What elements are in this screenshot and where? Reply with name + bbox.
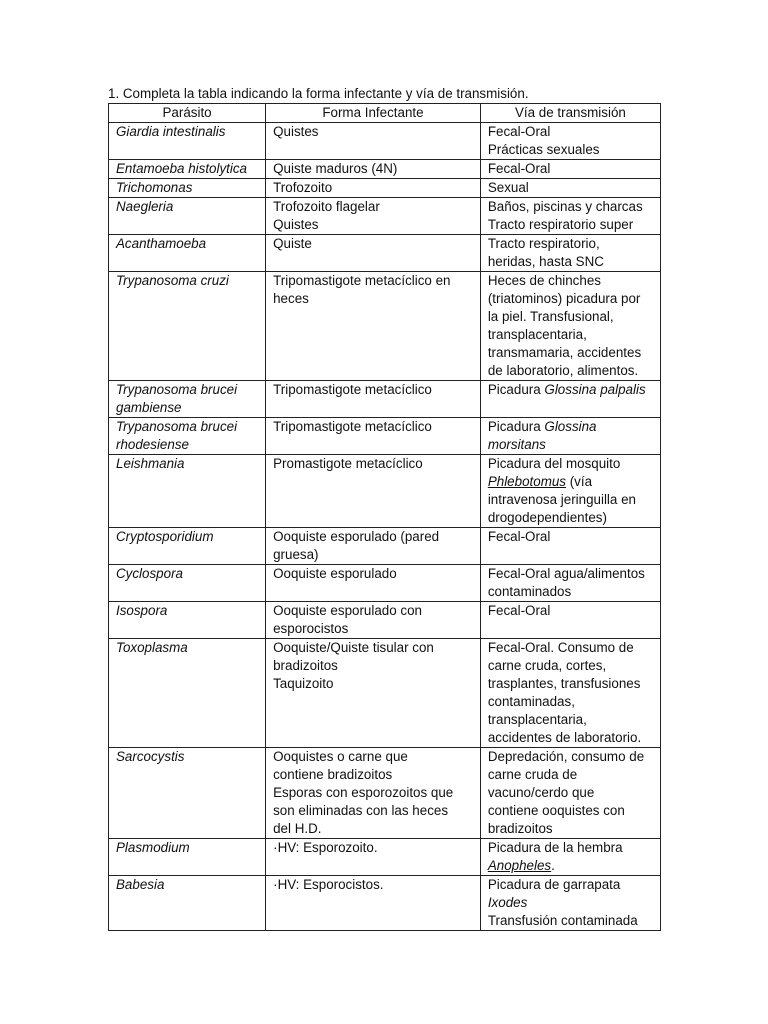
infective-form-cell [266,160,481,179]
infective-form-line: Quistes [273,217,319,232]
transmission-route-line [488,657,660,675]
infective-form-line: Tripomastigote metacíclico [273,419,432,434]
infective-form-line: Taquizoito [273,676,334,691]
transmission-route-line [488,711,660,729]
transmission-route-line [488,141,660,159]
route-text: bradizoitos [487,821,553,836]
parasite-cell [109,160,266,179]
route-text: Fecal-Oral. Consumo de [487,640,634,655]
parasite-name-line: Babesia [116,877,165,892]
route-text: (vía [566,474,593,489]
parasite-cell [109,748,266,839]
transmission-route-line [488,820,660,838]
transmission-route-cell [480,123,660,160]
route-text: intravenosa jeringuilla en [487,492,636,507]
parasite-cell [109,876,266,931]
route-text: contaminadas, [487,694,575,709]
parasite-name-line: rhodesiense [116,437,189,452]
transmission-route-line [488,418,660,436]
infective-form-cell [266,839,481,876]
parasite-name-line: Giardia intestinalis [116,124,226,139]
transmission-route-line [488,216,660,234]
route-text: Picadura de garrapata [487,877,621,892]
transmission-route-cell [480,160,660,179]
route-text: Tracto respiratorio super [487,217,634,232]
table-row [109,602,661,639]
transmission-route-line [488,876,660,894]
transmission-route-line [488,565,660,583]
infective-form-line: ·HV: Esporozoito. [273,840,378,855]
route-text: heridas, hasta SNC [487,254,604,269]
route-text: Heces de chinches [487,273,601,288]
table-row [109,235,661,272]
route-text: transmamaria, accidentes [487,345,642,360]
parasite-name-line: Trypanosoma brucei [116,382,238,397]
infective-form-line: heces [273,291,309,306]
route-text: Fecal-Oral [487,124,551,139]
species-name-text: Phlebotomus [487,474,566,489]
parasite-cell [109,565,266,602]
infective-form-line: Ooquiste/Quiste tisular con [273,640,434,655]
transmission-route-line [488,344,660,362]
transmission-route-cell [480,272,660,381]
parasite-cell [109,528,266,565]
infective-form-cell [266,198,481,235]
transmission-route-line [488,894,660,912]
infective-form-line: contiene bradizoitos [273,767,393,782]
route-text: Baños, piscinas y charcas [487,199,643,214]
transmission-route-cell [480,839,660,876]
transmission-route-line [488,179,660,197]
infective-form-line: Ooquiste esporulado (pared [273,529,440,544]
table-row [109,839,661,876]
transmission-route-line [488,381,660,399]
transmission-route-cell [480,179,660,198]
infective-form-line: Tripomastigote metacíclico [273,382,432,397]
parasite-name-line: Trichomonas [116,180,193,195]
transmission-route-line [488,290,660,308]
transmission-route-cell [480,565,660,602]
route-text: Fecal-Oral [487,529,551,544]
route-text: transplacentaria, [487,327,587,342]
transmission-route-line [488,583,660,601]
route-text: Fecal-Oral [487,161,551,176]
table-row [109,418,661,455]
transmission-route-line [488,308,660,326]
transmission-route-line [488,802,660,820]
parasite-cell [109,639,266,748]
transmission-route-line [488,912,660,930]
parasite-name-line: Naegleria [116,199,174,214]
infective-form-cell [266,418,481,455]
route-text: Picadura [487,419,545,434]
route-text: de laboratorio, alimentos. [487,363,639,378]
parasite-name-line: Leishmania [116,456,185,471]
infective-form-line: Quiste maduros (4N) [273,161,398,176]
parasite-name-line: Trypanosoma cruzi [116,273,229,288]
transmission-route-cell [480,455,660,528]
transmission-route-line [488,473,660,491]
transmission-route-line [488,528,660,546]
infective-form-line: Ooquiste esporulado [273,566,397,581]
route-text: Tracto respiratorio, [487,236,600,251]
route-text: Picadura del mosquito [487,456,621,471]
infective-form-line: Ooquiste esporulado con [273,603,422,618]
infective-form-line: Promastigote metacíclico [273,456,423,471]
infective-form-cell [266,602,481,639]
transmission-route-line [488,509,660,527]
route-text: Picadura [487,382,545,397]
table-row [109,876,661,931]
column-header-parasite: Parásito [109,104,266,123]
parasite-name-line: gambiense [116,400,182,415]
table-row [109,198,661,235]
transmission-route-line [488,198,660,216]
route-text: drogodependientes) [487,510,607,525]
route-text: Fecal-Oral [487,603,551,618]
route-text: carne cruda de [487,767,578,782]
parasite-cell [109,418,266,455]
infective-form-cell [266,876,481,931]
infective-form-cell [266,235,481,272]
infective-form-line: del H.D. [273,821,322,836]
table-row [109,123,661,160]
infective-form-line: esporocistos [273,621,349,636]
parasite-name-line: Cryptosporidium [116,529,214,544]
route-text: accidentes de laboratorio. [487,730,642,745]
transmission-route-line [488,491,660,509]
transmission-route-cell [480,235,660,272]
infective-form-line: Ooquistes o carne que [273,749,408,764]
parasite-table [108,103,661,931]
table-row [109,381,661,418]
infective-form-line: Esporas con esporozoitos que [273,785,454,800]
route-text: Fecal-Oral agua/alimentos [487,566,645,581]
infective-form-line: bradizoitos [273,658,338,673]
route-text: Depredación, consumo de [487,749,645,764]
transmission-route-line [488,729,660,747]
route-text: la piel. Transfusional, [487,309,614,324]
route-text: contaminados [487,584,572,599]
parasite-name-line: Plasmodium [116,840,190,855]
route-text: transplacentaria, [487,712,587,727]
route-text: Picadura de la hembra [487,840,623,855]
infective-form-cell [266,179,481,198]
infective-form-line: son eliminadas con las heces [273,803,449,818]
table-row [109,565,661,602]
table-row [109,455,661,528]
table-row [109,528,661,565]
infective-form-line: Quistes [273,124,319,139]
table-row [109,272,661,381]
table-body [109,123,661,931]
parasite-cell [109,272,266,381]
infective-form-cell [266,455,481,528]
infective-form-cell [266,381,481,418]
table-row [109,160,661,179]
infective-form-cell [266,123,481,160]
parasite-cell [109,123,266,160]
transmission-route-cell [480,418,660,455]
parasite-cell [109,179,266,198]
transmission-route-line [488,362,660,380]
transmission-route-cell [480,639,660,748]
parasite-name-line: Isospora [116,603,168,618]
parasite-cell [109,381,266,418]
infective-form-line: ·HV: Esporocistos. [273,877,384,892]
table-row [109,639,661,748]
route-text: trasplantes, transfusiones [487,676,641,691]
transmission-route-cell [480,748,660,839]
column-header-transmission-route: Vía de transmisión [480,104,660,123]
table-header-row [109,104,661,123]
infective-form-cell [266,748,481,839]
route-text: (triatominos) picadura por [487,291,641,306]
transmission-route-line [488,639,660,657]
transmission-route-line [488,748,660,766]
infective-form-line: Trofozoito flagelar [273,199,380,214]
infective-form-cell [266,272,481,381]
transmission-route-line [488,455,660,473]
parasite-name-line: Cyclospora [116,566,183,581]
transmission-route-line [488,675,660,693]
table-row [109,179,661,198]
route-text: Sexual [487,180,529,195]
species-name-text: Anopheles [487,858,552,873]
parasite-name-line: Entamoeba histolytica [116,161,248,176]
infective-form-line: Tripomastigote metacíclico en [273,273,451,288]
transmission-route-line [488,272,660,290]
route-text: . [551,858,555,873]
parasite-cell [109,198,266,235]
species-name-text: Ixodes [487,895,528,910]
route-text: vacuno/cerdo que [487,785,595,800]
infective-form-line: Quiste [273,236,312,251]
infective-form-line: Trofozoito [273,180,333,195]
transmission-route-line [488,857,660,875]
transmission-route-line [488,602,660,620]
transmission-route-line [488,693,660,711]
parasite-name-line: Toxoplasma [116,640,188,655]
parasite-cell [109,235,266,272]
transmission-route-line [488,784,660,802]
species-name-text: Glossina [544,419,597,434]
parasite-name-line: Trypanosoma brucei [116,419,238,434]
transmission-route-line [488,235,660,253]
parasite-name-line: Acanthamoeba [116,236,207,251]
parasite-cell [109,455,266,528]
route-text: carne cruda, cortes, [487,658,607,673]
infective-form-cell [266,639,481,748]
species-name-text: Glossina palpalis [544,382,646,397]
table-row [109,748,661,839]
transmission-route-cell [480,528,660,565]
infective-form-line: gruesa) [273,547,319,562]
transmission-route-line [488,253,660,271]
parasite-cell [109,839,266,876]
transmission-route-line [488,160,660,178]
transmission-route-line [488,839,660,857]
transmission-route-line [488,436,660,454]
transmission-route-line [488,766,660,784]
route-text: Prácticas sexuales [487,142,600,157]
transmission-route-line [488,326,660,344]
transmission-route-cell [480,381,660,418]
transmission-route-cell [480,602,660,639]
transmission-route-cell [480,198,660,235]
species-name-text: morsitans [487,437,546,452]
route-text: contiene ooquistes con [487,803,625,818]
route-text: Transfusión contaminada [487,913,638,928]
parasite-name-line: Sarcocystis [116,749,185,764]
column-header-infective-form: Forma Infectante [266,104,481,123]
parasite-cell [109,602,266,639]
instruction-heading: 1. Completa la tabla indicando la forma infectante y vía de transmisión. [108,86,529,101]
transmission-route-line [488,123,660,141]
infective-form-cell [266,528,481,565]
transmission-route-cell [480,876,660,931]
infective-form-cell [266,565,481,602]
